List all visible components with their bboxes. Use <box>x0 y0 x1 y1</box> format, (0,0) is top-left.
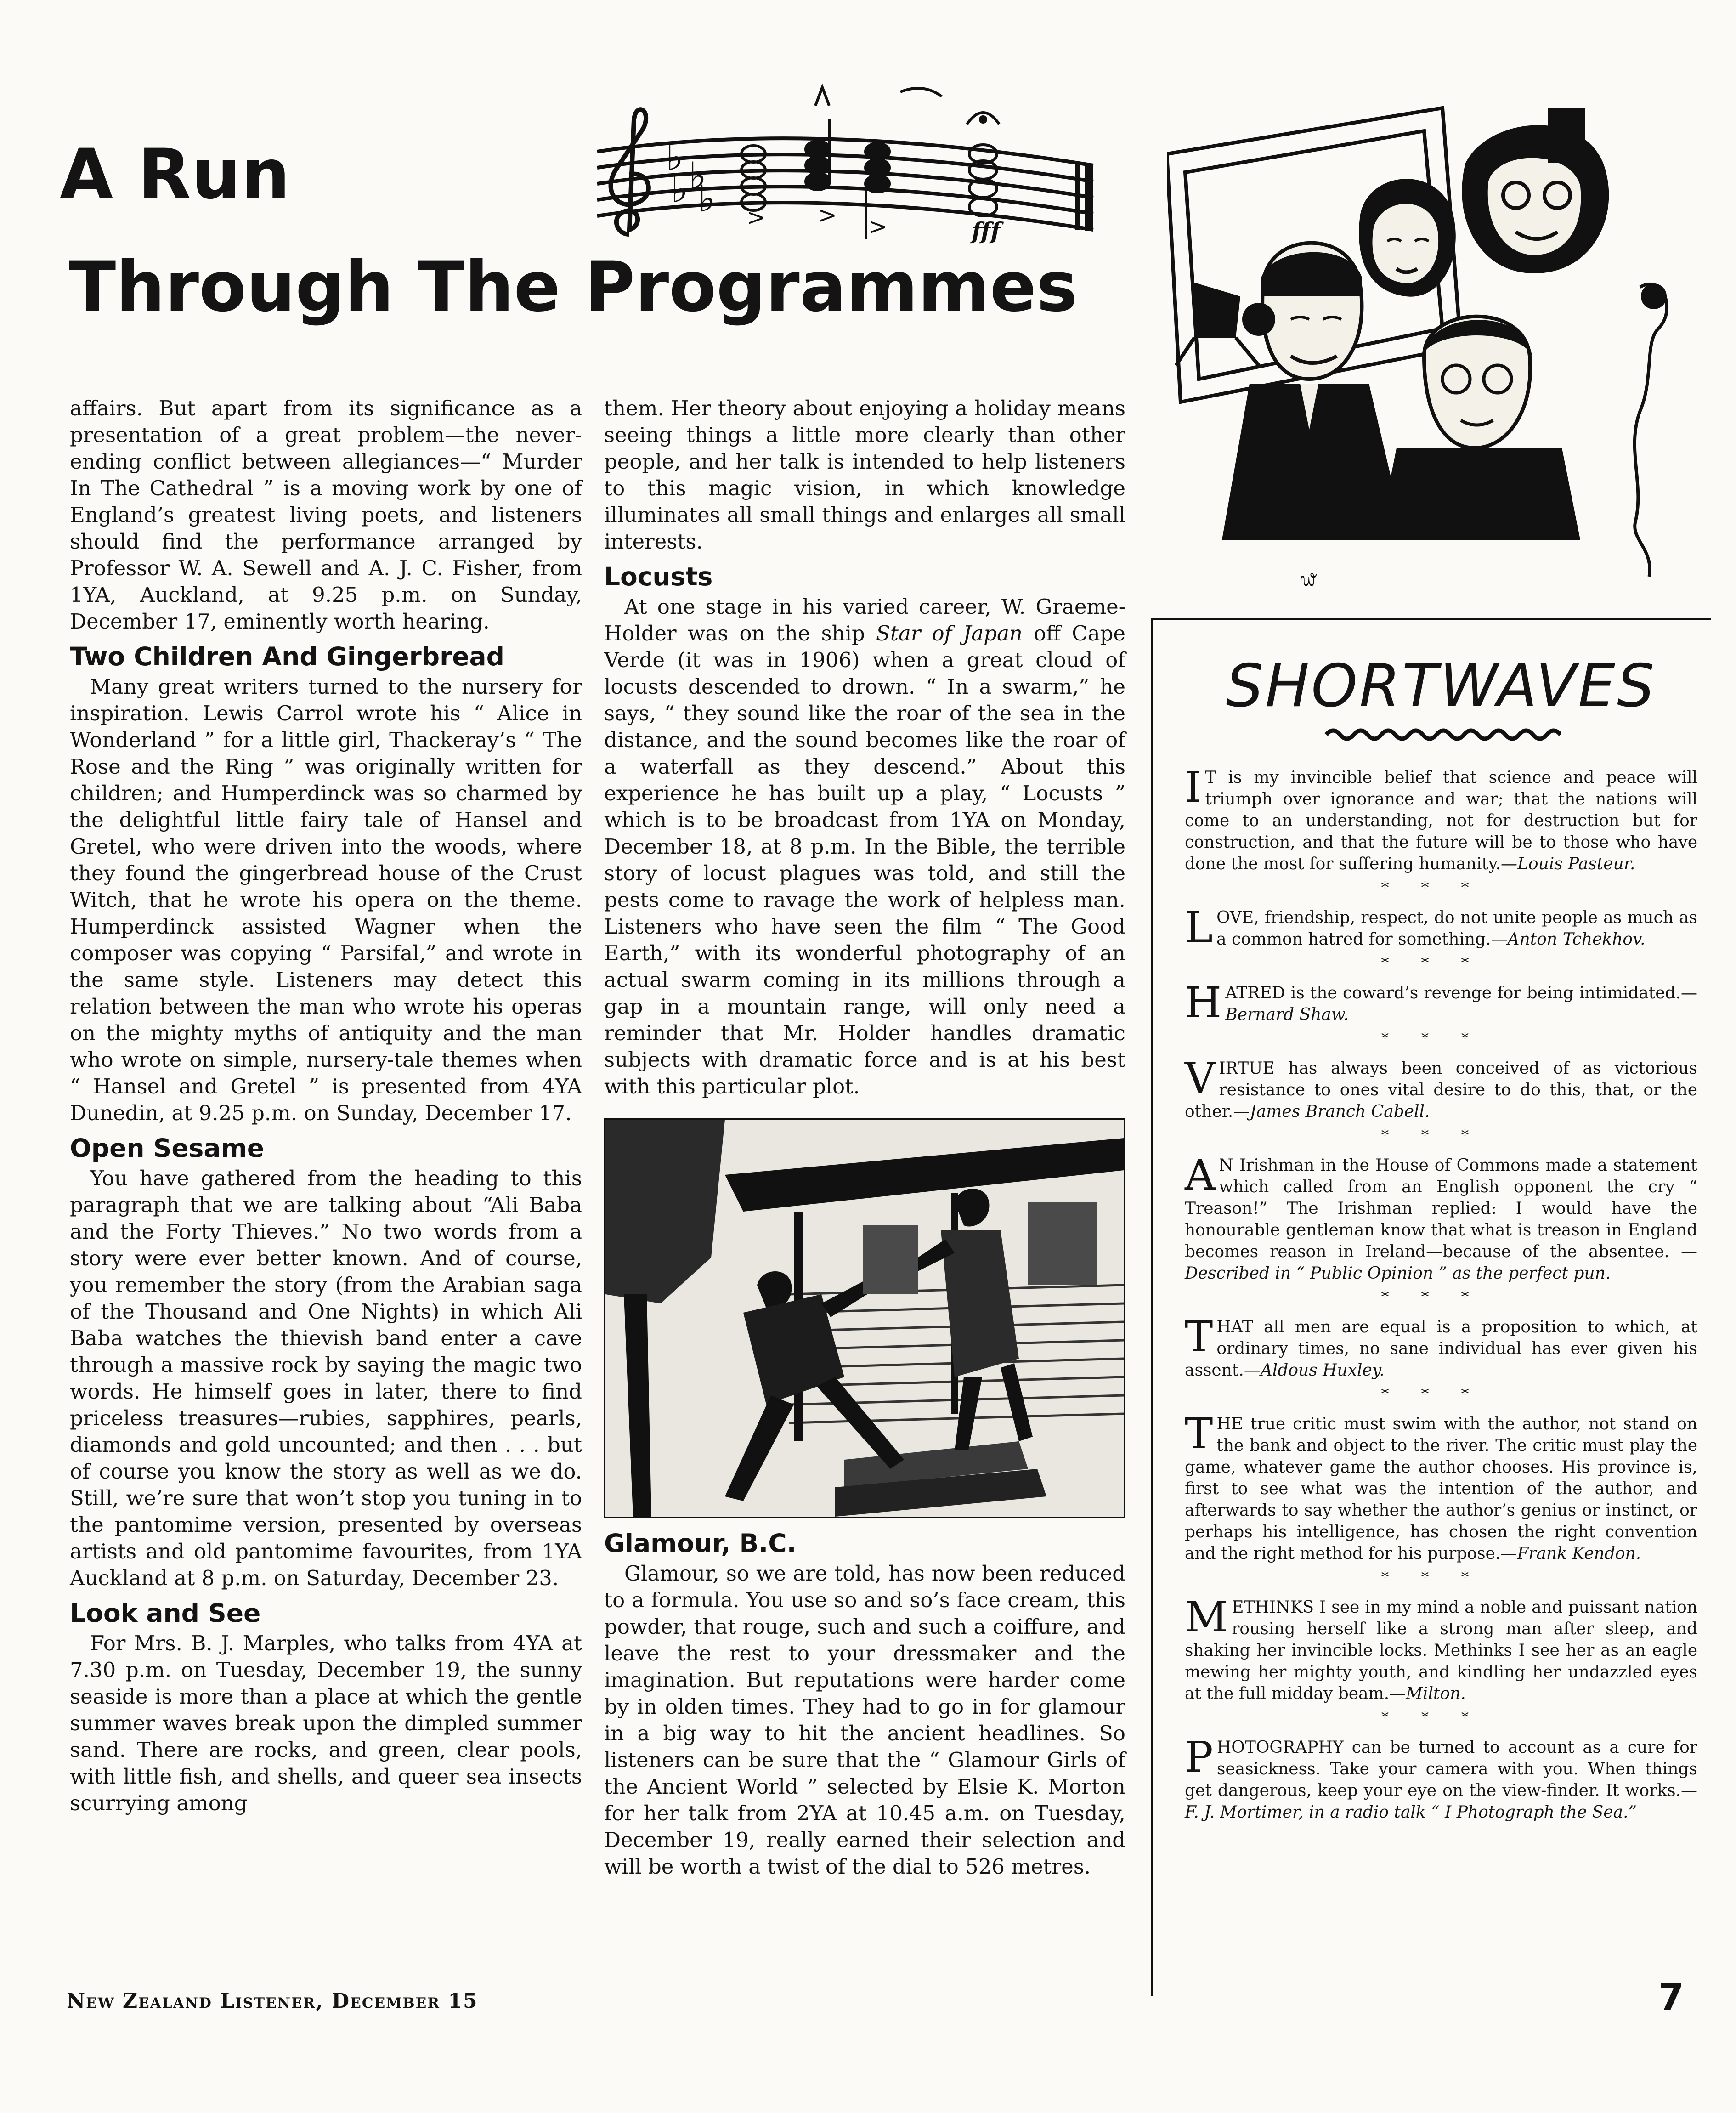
star-separator: *** <box>1381 1126 1501 1144</box>
quote-mortimer: PHOTOGRAPHY can be turned to account as a cure for seasickness. Take your camera with you. When things get dangerous, keep your eye on the view-finder. It works.—F. J. Mortimer, in a radio talk “ I Photograph the Sea.” <box>1185 1733 1697 1822</box>
svg-text:>: > <box>868 213 888 240</box>
wavy-divider-icon <box>1322 725 1561 744</box>
ship-name: Star of Japan <box>876 621 1023 646</box>
shortwaves-title: SHORTWAVES <box>1226 652 1657 720</box>
paragraph-marples: For Mrs. B. J. Marples, who talks from 4YA at 7.30 p.m. on Tuesday, December 19, the sunny seaside is more than a place at which the gentle summer waves break upon the dimpled summer sand. There are rocks, and green, clear pools, with little fish, and shells, and queer sea insects scurrying among <box>70 1631 582 1815</box>
svg-text:>: > <box>746 204 766 231</box>
svg-text:♭: ♭ <box>698 177 716 220</box>
svg-text:♭: ♭ <box>671 168 688 211</box>
quote-milton: METHINKS I see in my mind a noble and puissant nation rousing herself like a strong man after sleep, and shaking her invincible locks. Methinks I see her as an eagle mewing her mighty youth, and kindling her undazzled eyes at the full midday beam.—Milton. <box>1185 1592 1697 1703</box>
paragraph-hansel-gretel: Many great writers turned to the nursery for inspiration. Lewis Carrol wrote his “ Alice in Wonderland ” for a little girl, Thackeray’s “ The Rose and the Ring ” was originally written for children; and Humperdinck was so charmed by the delightful little fairy tale of Hansel and Gretel, who were driven into the woods, where they found the gingerbread house of the Crust Witch, that he wrote his opera on the theme. Humperdinck assisted Wagner when the composer was copying “ Parsifal,” and wrote in the same style. Listeners may detect this relation between the man who wrote his operas on the mighty myths of antiquity and the man who wrote on simple, nursery-tale themes when “ Hansel and Gretel ” is presented from 4YA Dunedin, at 9.25 p.m. on Sunday, December 17. <box>70 674 582 1125</box>
quote-cabell: VIRTUE has always been conceived of as victorious resistance to ones vital desire to do this, that, or the other.—James Branch Cabell. <box>1185 1054 1697 1121</box>
headline-line-2: Through The Programmes <box>69 247 1078 327</box>
svg-text:fff: fff <box>972 217 1001 244</box>
svg-text:♭: ♭ <box>666 136 684 179</box>
illustration-porch-scene <box>604 1118 1125 1518</box>
heading-locusts: Locusts <box>604 562 713 591</box>
quote-shaw: HATRED is the coward’s revenge for being intimidated.—Bernard Shaw. <box>1185 978 1697 1027</box>
quote-irishman: AN Irishman in the House of Commons made a statement which called from an English opponent the cry “ Treason!” The Irishman replied: I would have the honourable gentleman know that what is treason in England becomes reason in Ireland—because of the absentee. — Described in “ Public Opinion ” as the perfect pun. <box>1185 1150 1697 1283</box>
heading-open-sesame: Open Sesame <box>70 1133 265 1163</box>
heading-look-and-see: Look and See <box>70 1598 261 1628</box>
article-column-2 <box>604 395 1125 1880</box>
svg-text:>: > <box>818 202 837 228</box>
paragraph-murder-cathedral: affairs. But apart from its significance as a presentation of a great problem—the never-ending conflict between allegiances—“ Murder In The Cathedral ” is a moving work by one of England’s greatest living poets, and listeners should find the performance arranged by Professor W. A. Sewell and A. J. C. Fisher, from 1YA, Auckland, at 9.25 p.m. on Sunday, December 17, eminently worth hearing. <box>70 396 582 634</box>
paragraph-holiday-vision: them. Her theory about enjoying a holiday means seeing things a little more clearly than other people, and her talk is intended to help listeners to this magic vision, in which knowledge illuminates all small things and enlarges all small interests. <box>604 396 1125 554</box>
heading-glamour: Glamour, B.C. <box>604 1529 797 1558</box>
star-separator: *** <box>1381 954 1501 972</box>
svg-text:♭: ♭ <box>689 154 707 197</box>
paragraph-ali-baba: You have gathered from the heading to this paragraph that we are talking about “Ali Baba and the Forty Thieves.” No two words from a story were ever better known. And of course, you remember the story (from the Arabian saga of the Thousand and One Nights) in which Ali Baba watches the thievish band enter a cave through a massive rock by saying the magic two words. He himself goes in later, there to find priceless treasures—rubies, sapphires, pearls, diamonds and gold uncounted; and then . . . but of course you know the story as well as we do. Still, we’re sure that won’t stop you tuning in to the pantomime version, presented by overseas artists and old pantomime favourites, from 1YA Auckland at 8 p.m. on Saturday, December 23. <box>70 1166 582 1590</box>
paragraph-glamour: Glamour, so we are told, has now been reduced to a formula. You use so and so’s face cream, this powder, that rouge, such and such a coiffure, and leave the rest to your dressmaker and the imagination. But reputations were harder come by in olden times. They had to go in for glamour in a big way to hit the ancient headlines. So listeners can be sure that the “ Glamour Girls of the Ancient World ” selected by Elsie K. Morton for her talk from 2YA at 10.45 a.m. on Tuesday, December 19, really earned their selection and will be worth a twist of the dial to 526 metres. <box>604 1561 1125 1879</box>
star-separator: *** <box>1381 878 1501 897</box>
star-separator: *** <box>1381 1288 1501 1306</box>
quote-huxley: THAT all men are equal is a proposition to which, at ordinary times, no sane individual has ever given his assent.—Aldous Huxley. <box>1185 1312 1697 1380</box>
shortwaves-box <box>1151 618 1711 1996</box>
heading-two-children: Two Children And Gingerbread <box>70 642 505 671</box>
star-separator: *** <box>1381 1568 1501 1586</box>
quote-tchekhov: LOVE, friendship, respect, do not unite people as much as a common hatred for something.—Anton Tchekhov. <box>1185 903 1697 952</box>
quote-kendon: THE true critic must swim with the author, not stand on the bank and object to the river. The critic must play the game, whatever game the author chooses. His province is, first to see what was the intention of the author, and afterwards to say whether the author’s genius or instinct, or perhaps his intelligence, has chosen the right convention and the right method for his purpose.—Frank Kendon. <box>1185 1409 1697 1563</box>
music-staff-illustration <box>579 60 1107 244</box>
publication-footer: New Zealand Listener, December 15 <box>67 1989 478 2013</box>
headline-line-1: A Run <box>60 135 291 215</box>
article-column-1 <box>70 395 582 1817</box>
star-separator: *** <box>1381 1708 1501 1727</box>
quote-pasteur: IT is my invincible belief that science and peace will triumph over ignorance and war; that the nations will come to an understanding, not for destruction but for construction, and that the future will be to those who have done the most for suffering humanity.—Louis Pasteur. <box>1185 763 1697 873</box>
caricature-illustration <box>1167 80 1718 604</box>
star-separator: *** <box>1381 1385 1501 1403</box>
star-separator: *** <box>1381 1029 1501 1048</box>
svg-text:᭙: ᭙ <box>1300 569 1317 590</box>
page-number: 7 <box>1658 1976 1684 2018</box>
paragraph-locusts: At one stage in his varied career, W. Graeme-Holder was on the ship Star of Japan off Cape Verde (it was in 1906) when a great cloud of locusts descended to drown. “ In a swarm,” he says, “ they sound like the roar of the sea in the distance, and the sound becomes like the roar of a waterfall as they descend.” About this experience he has built up a play, “ Locusts ” which is to be broadcast from 1YA on Monday, December 18, at 8 p.m. In the Bible, the terrible story of locust plagues was told, and still the pests come to ravage the work of helpless man. Listeners who have seen the film “ The Good Earth,” with its wonderful photography of an actual swarm coming in its millions through a gap in a mountain range, will only need a reminder that Mr. Holder handles dramatic subjects with dramatic force and is at his best with this particular plot. <box>604 595 1126 1099</box>
treble-clef-icon <box>611 109 649 234</box>
